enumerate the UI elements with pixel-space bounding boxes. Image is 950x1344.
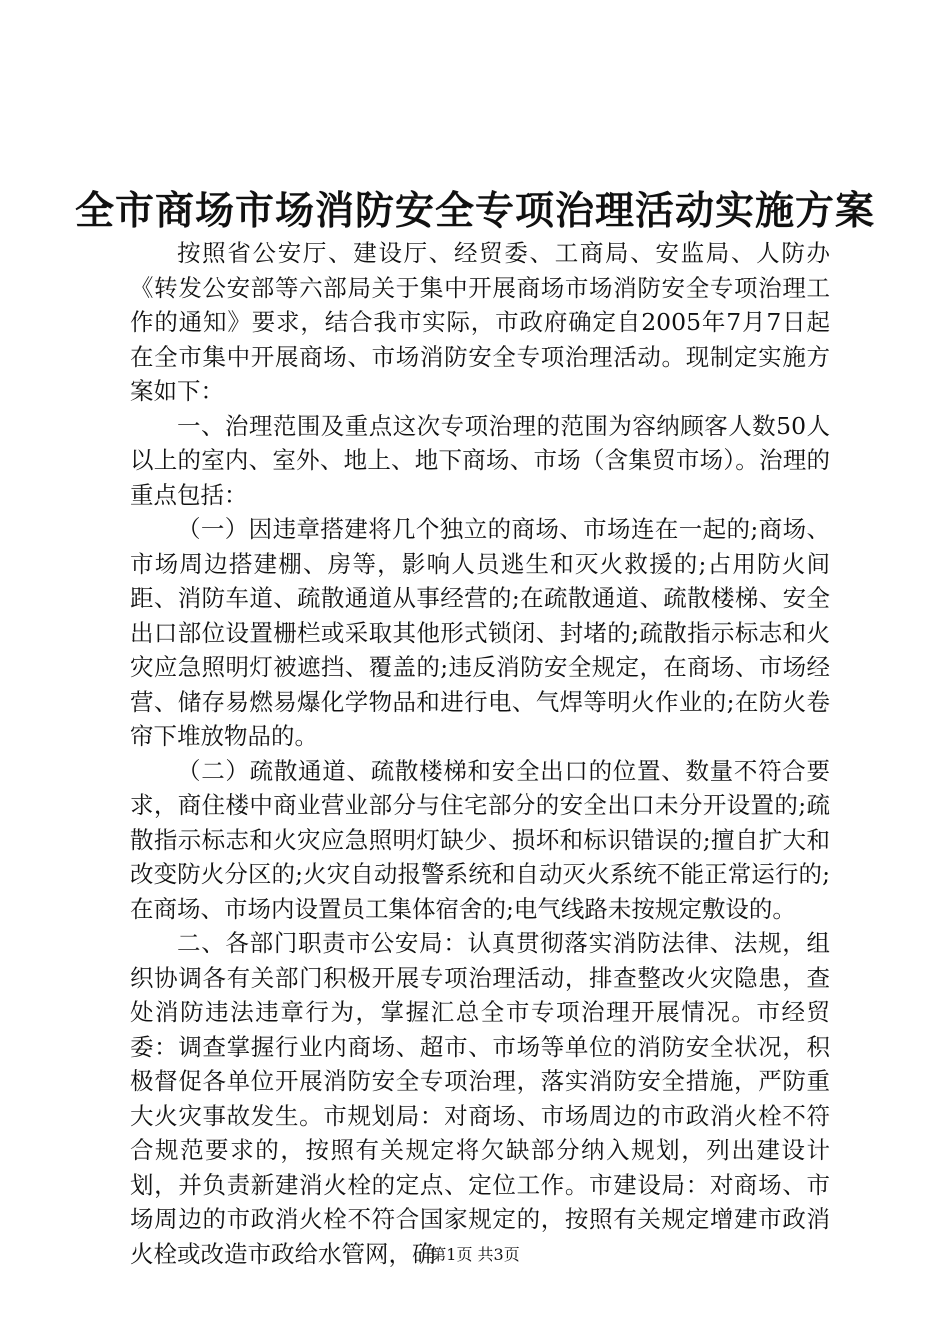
document-body [130, 236, 830, 1271]
paragraph-item-1: （一）因违章搭建将几个独立的商场、市场连在一起的;商场、市场周边搭建棚、房等，影响人员逃生和灭火救援的;占用防火间距、消防车道、疏散通道从事经营的;在疏散通道、疏散楼梯、安全出口部位设置栅栏或采取其他形式锁闭、封堵的;疏散指示标志和火灾应急照明灯被遮挡、覆盖的;违反消防安全规定，在商场、市场经营、储存易燃易爆化学物品和进行电、气焊等明火作业的;在防火卷帘下堆放物品的。 [130, 515, 830, 750]
paragraph-item-2: （二）疏散通道、疏散楼梯和安全出口的位置、数量不符合要求，商住楼中商业营业部分与住宅部分的安全出口未分开设置的;疏散指示标志和火灾应急照明灯缺少、损坏和标识错误的;擅自扩大和改变防火分区的;火灾自动报警系统和自动灭火系统不能正常运行的;在商场、市场内设置员工集体宿舍的;电气线路未按规定敷设的。 [130, 756, 830, 923]
paragraph-intro: 按照省公安厅、建设厅、经贸委、工商局、安监局、人防办《转发公安部等六部局关于集中开展商场市场消防安全专项治理工作的通知》要求，结合我市实际，市政府确定自2005年7月7日起在全市集中开展商场、市场消防安全专项治理活动。现制定实施方案如下： [130, 239, 830, 405]
document-title: 全市商场市场消防安全专项治理活动实施方案 [74, 188, 875, 234]
paragraph-scope: 一、治理范围及重点这次专项治理的范围为容纳顾客人数50人以上的室内、室外、地上、地下商场、市场（含集贸市场）。治理的重点包括： [130, 411, 830, 509]
page-number-footer: 第1页 共3页 [430, 1245, 520, 1264]
paragraph-duties: 二、各部门职责市公安局：认真贯彻落实消防法律、法规，组织协调各有关部门积极开展专项治理活动，排查整改火灾隐患，查处消防违法违章行为，掌握汇总全市专项治理开展情况。市经贸委：调查掌握行业内商场、超市、市场等单位的消防安全状况，积极督促各单位开展消防安全专项治理，落实消防安全措施，严防重大火灾事故发生。市规划局：对商场、市场周边的市政消火栓不符合规范要求的，按照有关规定将欠缺部分纳入规划，列出建设计划，并负责新建消火栓的定点、定位工作。市建设局：对商场、市场周边的市政消火栓不符合国家规定的，按照有关规定增建市政消火栓或改造市政给水管网，确 [130, 929, 830, 1268]
